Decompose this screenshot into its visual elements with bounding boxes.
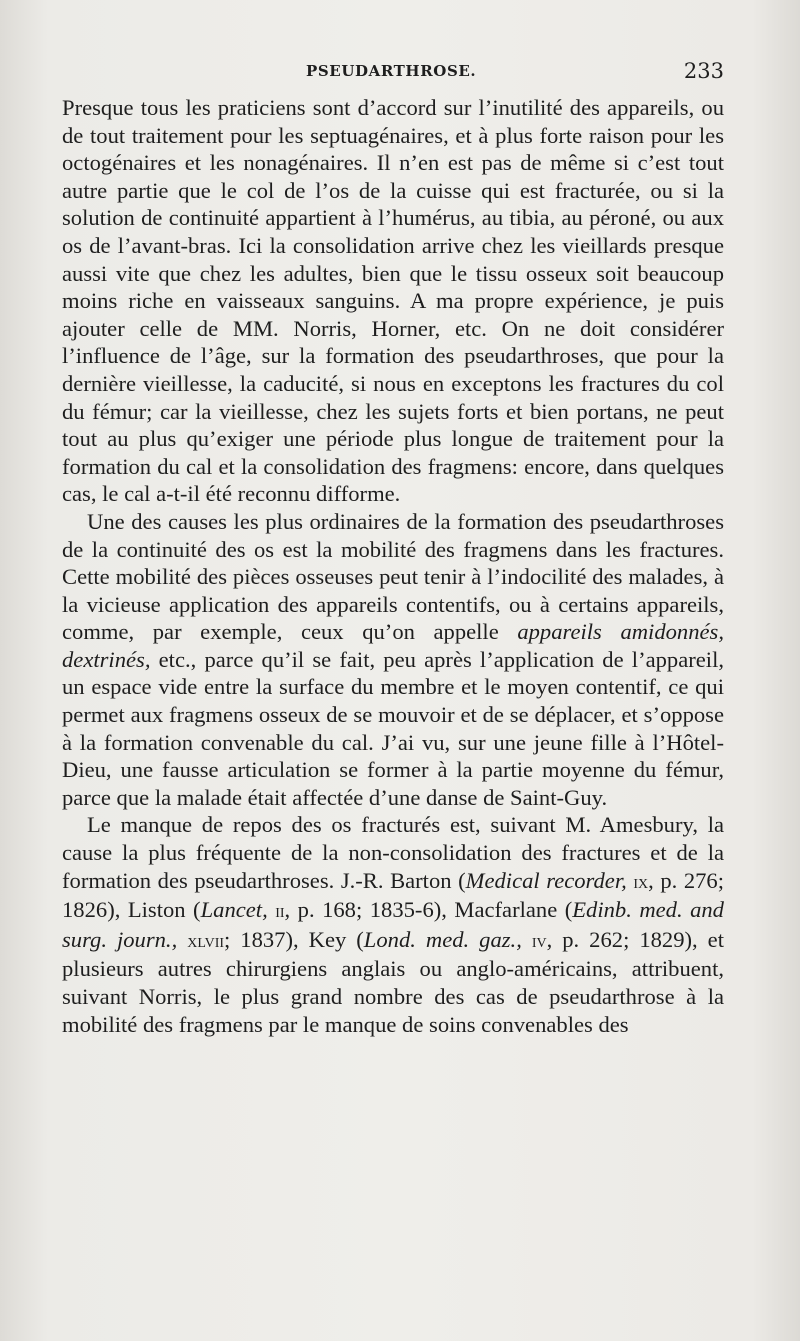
paragraph-2-text-cont: etc., parce qu’il se fait, peu après l’application de l’appareil, un espace vide entre la surface du membre et le moyen contentif, ce qui permet aux fragmens osseux de se mouvoir et de se déplacer, et s’oppose à la formation convenable du cal. J’ai vu, sur une jeune fille à l’Hôtel-Dieu, une fausse articulation se former à la partie moyenne du fémur, parce que la malade était affectée d’une danse de Saint-Guy. <box>62 646 724 810</box>
volume-number: ix <box>633 870 649 893</box>
paragraph-1 <box>62 94 724 508</box>
citation-text: , p. 168; 1835-6), Macfarlane ( <box>284 897 573 923</box>
citation-title: Medical recorder, <box>465 867 627 893</box>
spacer-text <box>177 927 187 952</box>
page-number: 233 <box>683 59 724 83</box>
volume-number: ii <box>275 900 285 923</box>
body-text <box>62 94 724 1038</box>
paragraph-2 <box>62 508 724 812</box>
paragraph-1-text: Presque tous les praticiens sont d’accord sur l’inutilité des appareils, ou de tout traitement pour les septuagénaires, et à plus forte raison pour les octogénaires et les nonagénaires. Il n’en est pas de même si c’est tout autre partie que le col de l’os de la cuisse qui est fracturée, ou si la solution de continuité appartient à l’humérus, au tibia, au péroné, ou aux os de l’avant-bras. Ici la consolidation arrive chez les vieillards presque aussi vite que chez les adultes, bien que le tissu osseux soit beaucoup moins riche en vaisseaux sanguins. A ma propre expérience, je puis ajouter celle de MM. Norris, Horner, etc. On ne doit considérer l’influence de l’âge, sur la formation des pseudarthroses, que pour la dernière vieillesse, la caducité, si nous en exceptons les fractures du col du fémur; car la vieillesse, chez les sujets forts et bien portans, ne peut tout au plus qu’exiger une période plus longue de traitement pour la formation du cal et la consolidation des fragmens: encore, dans quelques cas, le cal a-t-il été reconnu difforme. <box>62 95 724 507</box>
paragraph-3-text: Le manque de repos des os fracturés est, suivant M. Amesbury, la cause la plus fréquente de la non-consolidation des fractures et de la formation des pseudarthroses. J.-R. Barton ( <box>62 812 724 893</box>
citation-title: Lancet, <box>200 897 268 923</box>
page-header <box>62 59 724 90</box>
paragraph-3-text-cont: , p. 262; 1829), et plusieurs autres chirurgiens anglais ou anglo-américains, attribuent, suivant Norris, le plus grand nombre des cas de pseudarthrose à la mobilité des fragmens par le manque de soins convenables des <box>62 926 724 1037</box>
spacer-text <box>522 927 532 952</box>
paragraph-2-text: Une des causes les plus ordinaires de la formation des pseudarthroses de la continuité des os est la mobilité des fragmens dans les fractures. Cette mobilité des pièces osseuses peut tenir à l’indocilité des malades, à la vicieuse application des appareils contentifs, ou à certains appareils, comme, par exemple, ceux qu’on appelle <box>62 508 724 645</box>
italic-term: appareils amidonnés, dextrinés, <box>62 619 724 672</box>
citation-text: , p. 276; 1826), Liston ( <box>62 867 724 923</box>
citation-title: Lond. med. gaz., <box>363 926 522 952</box>
volume-number: iv <box>531 929 547 952</box>
citation-title: Edinb. med. and surg. journ., <box>62 897 724 952</box>
citation-text: ; 1837), Key ( <box>224 926 364 952</box>
paragraph-3 <box>62 811 724 1038</box>
volume-number: xlvii <box>187 929 225 952</box>
running-title: PSEUDARTHROSE. <box>306 62 477 80</box>
